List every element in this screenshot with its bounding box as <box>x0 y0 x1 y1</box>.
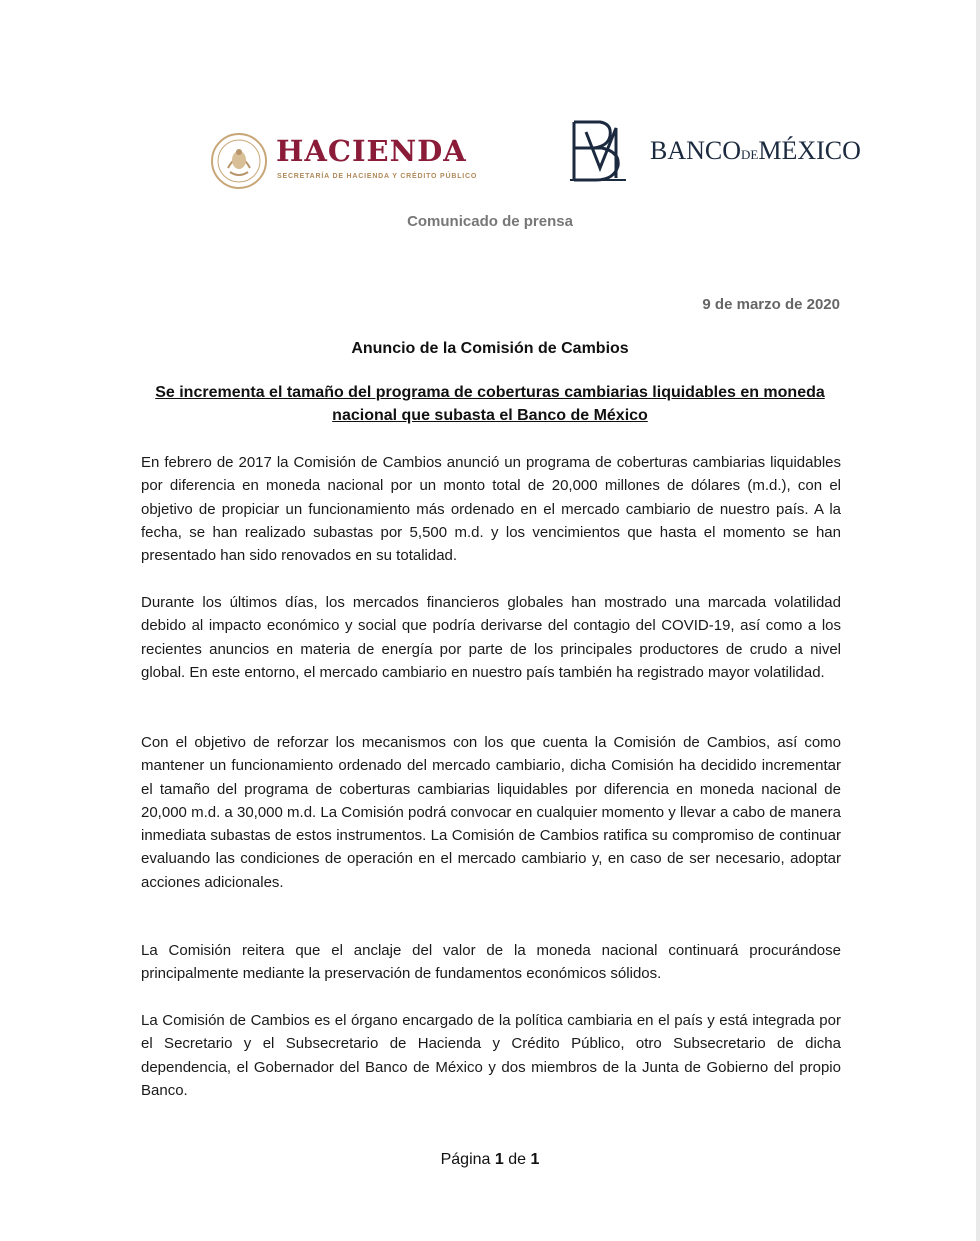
paragraph-5: La Comisión de Cambios es el órgano encargado de la política cambiaria en el país y está integrada por el Secretario y el Subsecretario de Hacienda y Crédito Público, otro Subsecretario de dicha dependencia, el Gobernador del Banco de México y dos miembros de la Junta de Gobierno del propio Banco. <box>141 1012 841 1099</box>
mexican-seal-icon <box>210 132 268 190</box>
banxico-logo <box>566 118 866 184</box>
hacienda-logo <box>210 132 500 192</box>
hacienda-name: HACIENDA <box>276 134 467 168</box>
paragraph-4: La Comisión reitera que el anclaje del valor de la moneda nacional continuará procurándose principalmente mediante la preservación de fundamentos económicos sólidos. <box>141 942 841 983</box>
page-word: Página <box>440 1151 491 1168</box>
banxico-name-part1: BANCO <box>650 136 742 165</box>
banxico-name <box>650 136 861 166</box>
page-edge <box>976 0 980 1241</box>
document-title: Anuncio de la Comisión de Cambios <box>351 340 629 357</box>
page-number <box>0 1151 980 1169</box>
page-current: 1 <box>494 1151 504 1168</box>
paragraph-1: En febrero de 2017 la Comisión de Cambios anunció un programa de coberturas cambiarias liquidables por diferencia en moneda nacional por un monto total de 20,000 millones de dólares (m.d.), con el objetivo de propiciar un funcionamiento más ordenado en el mercado cambiario de nuestro país. A la fecha, se han realizado subastas por 5,500 m.d. y los vencimientos que hasta el momento se han presentado han sido renovados en su totalidad. <box>141 454 841 565</box>
hacienda-subtitle: SECRETARÍA DE HACIENDA Y CRÉDITO PÚBLICO <box>277 173 478 180</box>
document-subtitle: Se incrementa el tamaño del programa de coberturas cambiarias liquidables en moneda nacional que subasta el Banco de México <box>155 384 825 424</box>
press-release-label: Comunicado de prensa <box>407 213 573 230</box>
page-total: 1 <box>530 1151 540 1168</box>
banxico-name-part3: MÉXICO <box>758 136 861 165</box>
release-date: 9 de marzo de 2020 <box>702 296 840 313</box>
banxico-name-part2: DE <box>741 147 759 162</box>
paragraph-3: Con el objetivo de reforzar los mecanismos con los que cuenta la Comisión de Cambios, así como mantener un funcionamiento ordenado del mercado cambiario, dicha Comisión ha decidido incrementar el tamaño del programa de coberturas cambiarias liquidables por diferencia en moneda nacional de 20,000 m.d. a 30,000 m.d. La Comisión podrá convocar en cualquier momento y llevar a cabo de manera inmediata subastas de estos instrumentos. La Comisión de Cambios ratifica su compromiso de continuar evaluando las condiciones de operación en el mercado cambiario y, en caso de ser necesario, adoptar acciones adicionales. <box>141 734 841 891</box>
of-word: de <box>508 1151 527 1168</box>
paragraph-2: Durante los últimos días, los mercados financieros globales han mostrado una marcada volatilidad debido al impacto económico y social que podría derivarse del contagio del COVID-19, así como a los recientes anuncios en materia de energía por parte de los principales productores de crudo a nivel global. En este entorno, el mercado cambiario en nuestro país también ha registrado mayor volatilidad. <box>141 594 841 681</box>
banxico-bm-mark-icon <box>566 118 632 184</box>
